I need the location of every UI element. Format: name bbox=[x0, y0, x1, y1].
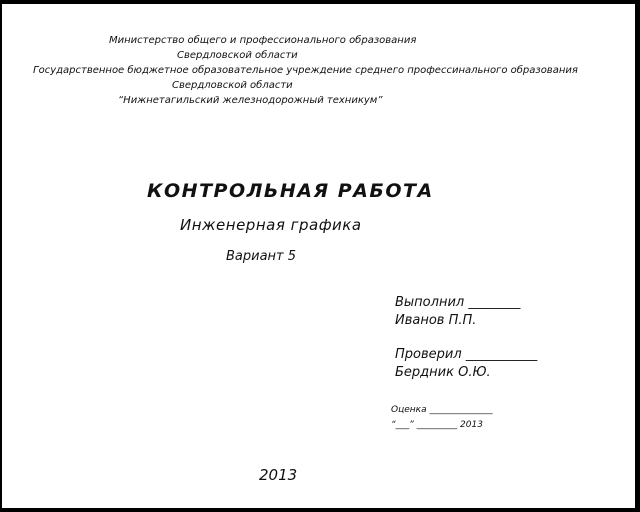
document-title: КОНТРОЛЬНАЯ РАБОТА bbox=[147, 180, 434, 202]
institution-region-line: Свердловской области bbox=[172, 80, 293, 91]
date-line: “___” _________ 2013 bbox=[391, 420, 483, 430]
grade-label: Оценка ______________ bbox=[391, 405, 493, 415]
institution-line: Государственное бюджетное образовательное учреждение среднего профессинального образования bbox=[33, 65, 578, 76]
checked-by-label: Проверил ___________ bbox=[395, 347, 538, 362]
subject-name: Инженерная графика bbox=[180, 216, 362, 234]
title-page bbox=[2, 4, 635, 508]
ministry-line: Министерство общего и профессионального образования bbox=[109, 35, 417, 46]
teacher-name: Бердник О.Ю. bbox=[395, 365, 491, 380]
variant-number: Вариант 5 bbox=[226, 249, 297, 264]
completed-by-label: Выполнил ________ bbox=[395, 295, 521, 310]
footer-year: 2013 bbox=[259, 466, 298, 484]
college-name-line: “Нижнетагильский железнодорожный техникум” bbox=[118, 95, 383, 106]
region-line: Свердловской области bbox=[177, 50, 298, 61]
student-name: Иванов П.П. bbox=[395, 313, 477, 328]
